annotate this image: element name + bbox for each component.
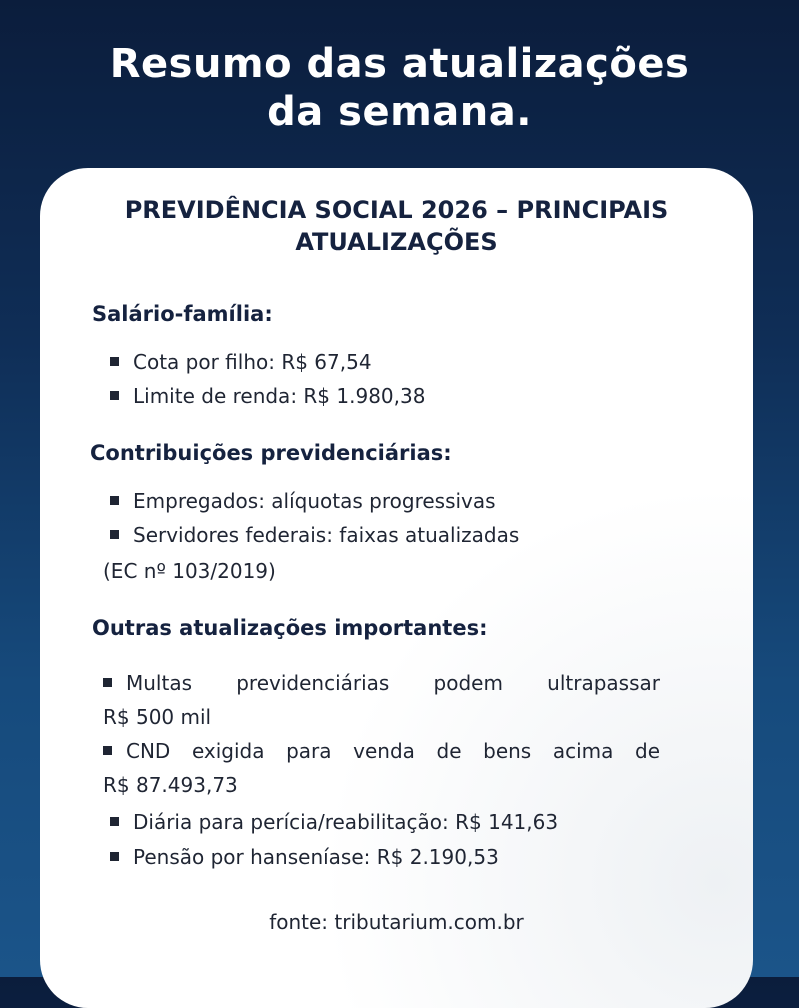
list-item <box>110 843 499 871</box>
source-credit: fonte: tributarium.com.br <box>269 910 524 934</box>
list-item <box>110 348 372 376</box>
list-item <box>110 487 496 515</box>
card-title-line-2: ATUALIZAÇÕES <box>295 228 498 256</box>
square-bullet-icon <box>110 530 119 539</box>
list-item-text: CND exigida para venda de bens acima de <box>126 739 660 763</box>
square-bullet-icon <box>103 678 112 687</box>
list-item-text: Empregados: alíquotas progressivas <box>133 489 496 513</box>
list-item-continuation: R$ 500 mil <box>103 705 212 729</box>
headline <box>0 40 799 136</box>
square-bullet-icon <box>110 817 119 826</box>
square-bullet-icon <box>110 852 119 861</box>
headline-line-1: Resumo das atualizações <box>109 41 690 87</box>
headline-line-2: da semana. <box>267 89 532 135</box>
summary-card <box>40 168 753 1008</box>
section-heading-outras: Outras atualizações importantes: <box>92 616 488 640</box>
square-bullet-icon <box>110 496 119 505</box>
list-item-text: Diária para perícia/reabilitação: R$ 141,63 <box>133 810 559 834</box>
list-item <box>103 734 660 768</box>
list-item-text: Cota por filho: R$ 67,54 <box>133 350 372 374</box>
list-item <box>110 382 425 410</box>
list-item-continuation: R$ 87.493,73 <box>103 773 238 797</box>
card-title-line-1: PREVIDÊNCIA SOCIAL 2026 – PRINCIPAIS <box>124 196 669 224</box>
list-item <box>110 808 558 836</box>
section-heading-contribuicoes: Contribuições previdenciárias: <box>90 441 452 465</box>
square-bullet-icon <box>103 746 112 755</box>
card-title <box>40 194 753 258</box>
list-item-text: Pensão por hanseníase: R$ 2.190,53 <box>133 845 499 869</box>
list-item <box>110 521 519 549</box>
square-bullet-icon <box>110 391 119 400</box>
square-bullet-icon <box>110 357 119 366</box>
list-item-text: Multas previdenciárias podem ultrapassar <box>126 671 660 695</box>
list-item <box>103 666 660 700</box>
list-item-continuation: (EC nº 103/2019) <box>103 559 276 583</box>
section-heading-salario-familia: Salário-família: <box>92 302 273 326</box>
list-item-text: Servidores federais: faixas atualizadas <box>133 523 520 547</box>
list-item-text: Limite de renda: R$ 1.980,38 <box>133 384 426 408</box>
